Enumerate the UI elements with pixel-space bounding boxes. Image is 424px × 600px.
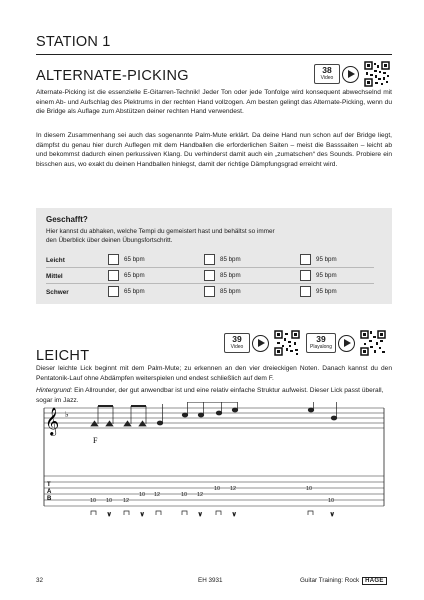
downstroke-icon [91, 511, 96, 515]
tempo-option[interactable] [108, 286, 145, 297]
palm-mute-paragraph: In diesem Zusammenhang sei auch das sogenannte Palm-Mute erklärt. Da deine Hand nun schon auf der Bridge liegt, dämpfst du genau hier durch Auflegen mit dem Handballen die erforderlichen Saiten – meist die Basssaiten – leicht ab und bekommst dadurch einen perkussiven Klang. Du verhinderst damit auch ein „zumatschen“ des Sounds. Probiere ein bisschen aus, wo exakt du deinen Handballen hinlegst, damit der richtige Dämpfungsgrad erreicht wird. [36, 132, 392, 168]
tab-number: 12 [197, 492, 204, 498]
tab-numbers [90, 486, 334, 504]
background-lead: Hintergrund: [36, 387, 73, 394]
chord-symbol: F [93, 436, 98, 445]
series-info [300, 577, 387, 585]
edition-code: EH 3931 [198, 577, 223, 584]
tab-number: 10 [181, 492, 188, 498]
tempo-label: 85 bpm [220, 272, 241, 279]
tempo-label: 95 bpm [316, 272, 337, 279]
media-number: 39 [232, 334, 242, 344]
tempo-option[interactable] [300, 270, 337, 281]
media-badge [314, 64, 340, 84]
note [198, 413, 204, 417]
series-title: Guitar Training: Rock [300, 577, 360, 584]
checkbox[interactable] [204, 254, 215, 265]
tab-number: 10 [139, 492, 146, 498]
tempo-option[interactable] [108, 270, 145, 281]
palm-mute-note [106, 421, 113, 426]
tempo-label: 95 bpm [316, 288, 337, 295]
tab-letter: A [47, 489, 52, 495]
note [232, 408, 238, 412]
checkbox[interactable] [204, 270, 215, 281]
note [216, 411, 222, 415]
qr-code-icon[interactable] [274, 330, 300, 356]
media-label: Video [230, 344, 244, 350]
media-link-playalong-39[interactable] [306, 330, 386, 356]
level-label: Leicht [46, 257, 65, 264]
note [308, 408, 314, 412]
downstroke-icon [124, 511, 129, 515]
section-title-alternate-picking: ALTERNATE-PICKING [36, 68, 189, 84]
tab-number: 12 [230, 486, 237, 492]
downstroke-icon [182, 511, 187, 515]
tempo-label: 65 bpm [124, 272, 145, 279]
tempo-label: 65 bpm [124, 288, 145, 295]
tempo-label: 65 bpm [124, 256, 145, 263]
downstroke-icon [216, 511, 221, 515]
media-number: 38 [322, 65, 332, 75]
pick-directions [91, 511, 334, 518]
downstroke-icon [156, 511, 161, 515]
palm-mute-note [91, 421, 98, 426]
progress-heading: Geschafft? [46, 215, 88, 224]
progress-row-mittel [36, 268, 392, 284]
media-link-video-39[interactable] [224, 330, 300, 356]
tab-number: 12 [123, 498, 130, 504]
media-label: Playalong [310, 344, 332, 350]
publisher-logo: HAGE [362, 577, 387, 585]
checkbox[interactable] [300, 270, 311, 281]
note [182, 413, 188, 417]
intro-paragraph: Alternate-Picking ist die essenzielle E-Gitarren-Technik! Jeder Ton oder jede Tonfolge wird konsequent abwechselnd mit einem Ab- und Aufschlag des Plektrums in der rechten Hand vollzogen. Am besten gelingt das Alternate-Picking, wenn du die Bridge als Auflage zum Abstützen deiner rechten Hand verwendest. [36, 89, 392, 116]
station-title: STATION 1 [36, 34, 111, 50]
page-number: 32 [36, 577, 44, 584]
play-icon[interactable] [342, 66, 359, 83]
note [331, 416, 337, 420]
checkbox[interactable] [204, 286, 215, 297]
progress-row-schwer [36, 284, 392, 300]
level-label: Schwer [46, 289, 69, 296]
upstroke-icon: ∨ [330, 511, 335, 518]
tempo-label: 85 bpm [220, 256, 241, 263]
section-title-leicht: LEICHT [36, 348, 90, 364]
tempo-option[interactable] [204, 254, 241, 265]
downstroke-icon [308, 511, 313, 515]
tempo-option[interactable] [204, 286, 241, 297]
tempo-option[interactable] [300, 286, 337, 297]
upstroke-icon: ∨ [107, 511, 112, 518]
tab-number: 10 [214, 486, 221, 492]
upstroke-icon: ∨ [140, 511, 145, 518]
flat-key-signature-icon: ♭ [65, 410, 69, 419]
tempo-option[interactable] [300, 254, 337, 265]
checkbox[interactable] [300, 254, 311, 265]
palm-mute-note [139, 421, 146, 426]
upstroke-icon: ∨ [198, 511, 203, 518]
notes [91, 402, 337, 426]
checkbox[interactable] [108, 254, 119, 265]
level-label: Mittel [46, 273, 63, 280]
tab-number: 12 [154, 492, 161, 498]
treble-clef-icon: 𝄞 [45, 407, 60, 435]
background-text: Ein Allrounder, der gut anwendbar ist und eine relativ einfache Struktur aufweist. Dieser Lick passt überall, sogar im Jazz. [36, 387, 384, 404]
media-link-video-38[interactable] [314, 61, 390, 87]
tempo-option[interactable] [108, 254, 145, 265]
progress-row-leicht [36, 252, 392, 268]
media-badge [306, 333, 336, 353]
tab-letter: T [47, 482, 51, 488]
qr-code-icon[interactable] [360, 330, 386, 356]
play-icon[interactable] [338, 335, 355, 352]
checkbox[interactable] [108, 270, 119, 281]
tempo-option[interactable] [204, 270, 241, 281]
note [157, 421, 163, 425]
music-notation [36, 402, 392, 522]
tab-number: 10 [90, 498, 97, 504]
play-icon[interactable] [252, 335, 269, 352]
upstroke-icon: ∨ [232, 511, 237, 518]
tab-number: 10 [328, 498, 335, 504]
checkbox[interactable] [300, 286, 311, 297]
qr-code-icon[interactable] [364, 61, 390, 87]
tab-number: 10 [306, 486, 313, 492]
tab-letter: B [47, 496, 52, 502]
progress-text: Hier kannst du abhaken, welche Tempi du gemeistert hast und behältst so immer den Überblick über deinen Übungsfortschritt. [46, 228, 275, 244]
media-number: 39 [316, 334, 326, 344]
tempo-label: 85 bpm [220, 288, 241, 295]
progress-box [36, 208, 392, 304]
checkbox[interactable] [108, 286, 119, 297]
media-badge [224, 333, 250, 353]
tab-number: 10 [106, 498, 113, 504]
station-rule [36, 54, 392, 55]
palm-mute-note [124, 421, 131, 426]
media-label: Video [320, 75, 334, 81]
leicht-paragraph: Dieser leichte Lick beginnt mit dem Palm-Mute; zu erkennen an den vier dreieckigen Noten. Danach kannst du den Pentatonik-Lauf ohne Abdämpfen weiterspielen und endest schließlich auf dem F. [36, 365, 392, 382]
tempo-label: 95 bpm [316, 256, 337, 263]
